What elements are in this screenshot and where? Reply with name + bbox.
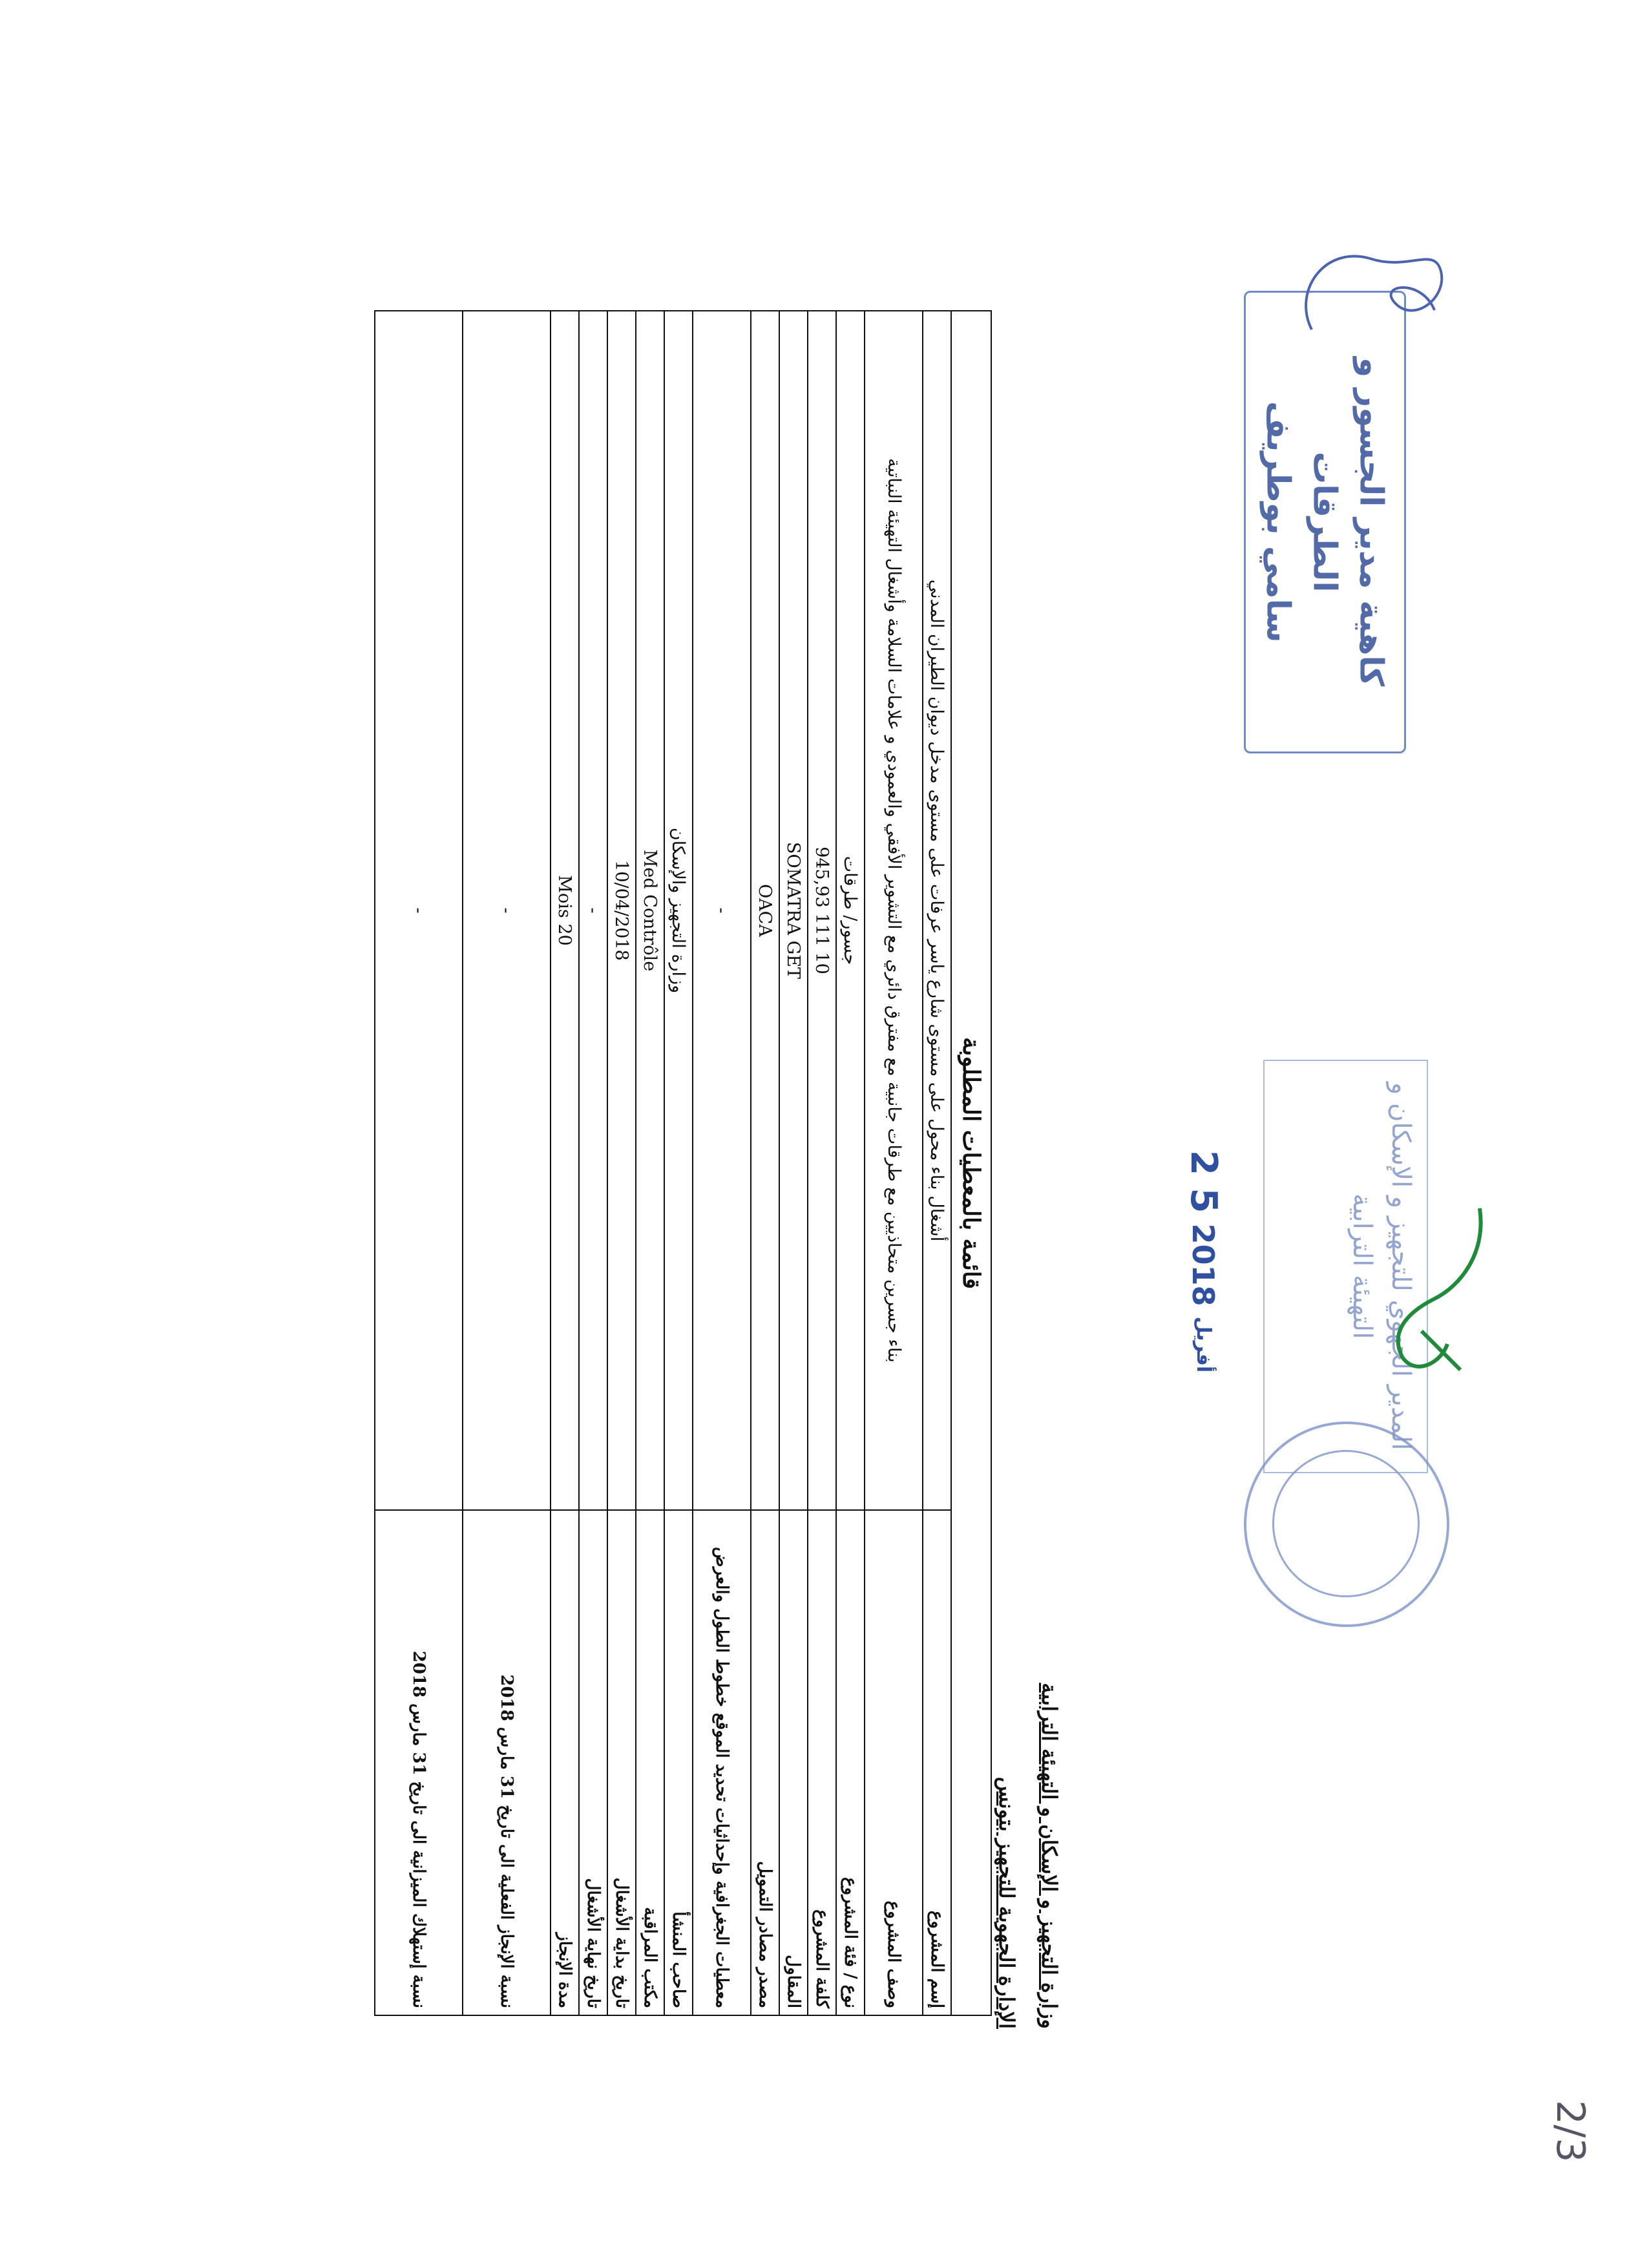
rotated-document-page — [191, 271, 1069, 2029]
received-date-day: 2 5 — [1182, 1150, 1224, 1213]
row-label-funding-source: مصدر مصادر التمويل — [751, 1510, 779, 2015]
row-value-completion-rate: - — [463, 311, 551, 1510]
row-value-project-name: أشغال بناء محول على مستوى شارع ياسر عرفات على مستوى مدخل ديوان الطيران المدني — [923, 311, 951, 1510]
row-label-control-office: مكتب المراقبة — [636, 1510, 664, 2015]
row-label-end-date: تاريخ نهاية الأشغال — [579, 1510, 607, 2015]
table-title-row — [951, 311, 991, 2015]
received-date-month: أفريل — [1192, 1316, 1215, 1373]
row-label-completion-rate: نسبة الإنجاز الفعلية الى تاريخ 31 مارس 2018 — [463, 1510, 551, 2015]
table-row — [551, 311, 579, 2015]
row-label-project-description: وصف المشروع — [865, 1510, 923, 2015]
table-row — [751, 311, 779, 2015]
row-value-budget-consumption: - — [375, 311, 463, 1510]
green-signature — [1383, 1202, 1499, 1396]
office-stamp: المدير الجهوي للتجهيز و الإسكان و التهيئة الترابية — [1263, 1060, 1428, 1473]
row-value-project-owner: وزارة التجهيز والإسكان — [664, 311, 693, 1510]
table-row — [923, 311, 951, 2015]
table-row — [808, 311, 836, 2015]
table-row — [664, 311, 693, 2015]
row-value-duration: 20 Mois — [551, 311, 579, 1510]
row-value-funding-source: OACA — [751, 311, 779, 1510]
table-row — [865, 311, 923, 2015]
row-label-project-owner: صاحب المنشأ — [664, 1510, 693, 2015]
row-label-project-type: نوع / فئة المشروع — [836, 1510, 865, 2015]
row-value-end-date: - — [579, 311, 607, 1510]
row-value-geographic-data: - — [693, 311, 751, 1510]
page-number: 2/3 — [1548, 2100, 1593, 2163]
table-row — [375, 311, 463, 2015]
table-row — [693, 311, 751, 2015]
row-label-project-name: إسم المشروع — [923, 1510, 951, 2015]
table-row — [463, 311, 551, 2015]
table-title: قائمة بالمعطيات المطلوبة — [951, 311, 991, 2015]
row-label-budget-consumption: نسبة إستهلاك الميزانية الى تاريخ 31 مارس 2018 — [375, 1510, 463, 2015]
table-row — [636, 311, 664, 2015]
directorate-name: الإدارة الجهوية للتجهيز بتونس — [994, 1776, 1019, 2029]
row-value-project-cost: 10 111 945,93 — [808, 311, 836, 1510]
official-round-seal — [1244, 1422, 1449, 1627]
table-row — [579, 311, 607, 2015]
data-table — [374, 310, 992, 2016]
row-value-contractor: SOMATRA GET — [779, 311, 808, 1510]
ministry-name: وزارة التجهيز و الإسكان و التهيئة الترابية — [1037, 1683, 1062, 2029]
row-value-project-type: جسور/ طرقات — [836, 311, 865, 1510]
row-label-start-date: تاريخ بداية الأشغال — [607, 1510, 636, 2015]
row-label-geographic-data: معطيات الجغرافية وإحداثيات تحديد الموقع خطوط الطول والعرض — [693, 1510, 751, 2015]
row-value-control-office: Med Contrôle — [636, 311, 664, 1510]
table-row — [779, 311, 808, 2015]
received-date-stamp — [1182, 1150, 1224, 1372]
row-value-start-date: 10/04/2018 — [607, 311, 636, 1510]
table-row — [607, 311, 636, 2015]
signature-stamp-text: كاهية مدير الجسور و الطرقات سامي بوطريف — [1259, 357, 1391, 687]
received-date-year: 2018 — [1186, 1223, 1221, 1307]
table-row — [836, 311, 865, 2015]
row-label-project-cost: كلفة المشروع — [808, 1510, 836, 2015]
row-label-contractor: المقاول — [779, 1510, 808, 2015]
row-label-duration: مدة الإنجاز — [551, 1510, 579, 2015]
row-value-project-description: بناء جسرين متحاذيين مع طرقات جانبية مع مفترق دائري مع التشوير الأفقي والعمودي و علامات السلامة وأشغال التهيئة النباتية — [865, 311, 923, 1510]
signature-stamp — [1244, 291, 1406, 753]
signature-scribble — [1286, 233, 1454, 349]
